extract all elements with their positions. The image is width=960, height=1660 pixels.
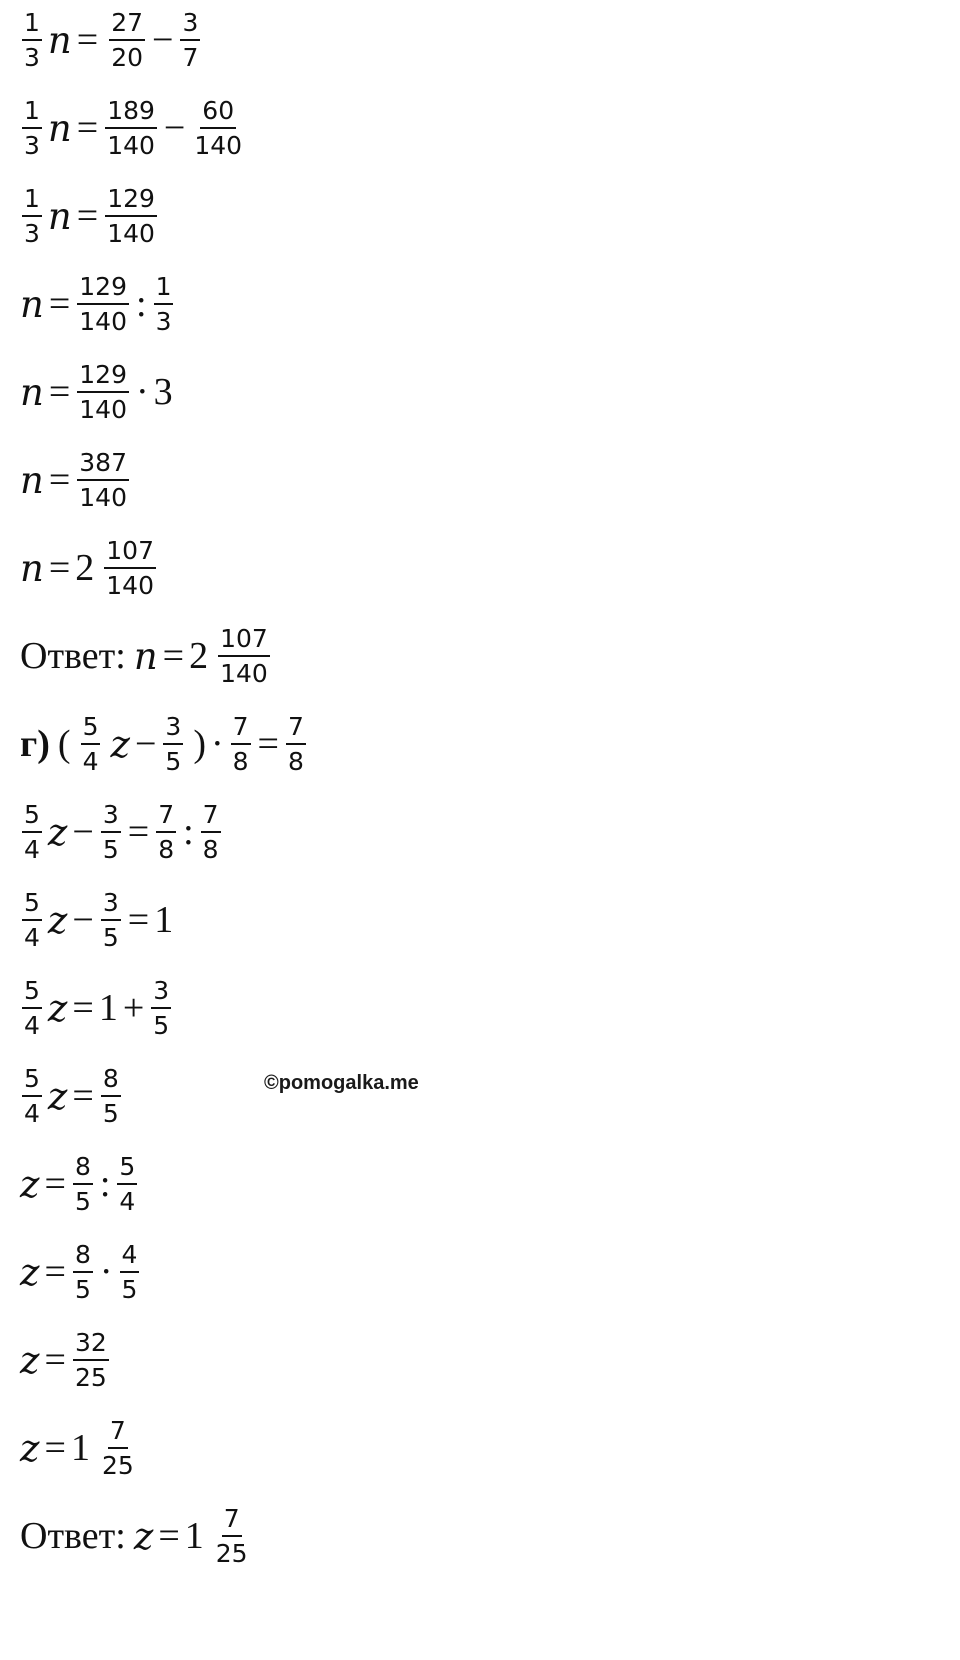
operator: = (76, 107, 99, 149)
operator: = (48, 547, 71, 589)
number: 2 (75, 547, 95, 589)
fraction: $\frac{5}{4}$ (24, 1064, 40, 1128)
fraction: $\frac{3}{5}$ (102, 800, 119, 864)
operator: − (72, 899, 94, 941)
fraction: $\frac{3}{5}$ (165, 712, 182, 776)
operator: · (136, 371, 149, 413)
fraction: $\frac{60}{140}$ (194, 96, 243, 160)
variable: z (110, 722, 130, 766)
variable: z (20, 1162, 40, 1206)
equation-line-5 (20, 352, 173, 432)
variable: z (47, 1074, 68, 1118)
variable: n (20, 458, 44, 502)
variable: n (20, 370, 44, 414)
operator: − (134, 723, 157, 765)
fraction: $\frac{7}{25}$ (215, 1504, 248, 1568)
fraction: $\frac{7}{8}$ (232, 712, 249, 776)
operator: = (76, 195, 99, 237)
fraction: $\frac{3}{7}$ (182, 8, 199, 72)
variable: z (47, 898, 68, 942)
fraction: $\frac{129}{140}$ (107, 184, 155, 248)
operator: : (183, 811, 194, 853)
number: 1 (98, 987, 118, 1029)
operator: − (152, 19, 174, 61)
fraction: $\frac{7}{8}$ (202, 800, 219, 864)
operator: = (44, 1427, 66, 1469)
fraction: $\frac{27}{20}$ (111, 8, 143, 72)
operator: · (99, 1251, 113, 1293)
operator: = (127, 811, 150, 853)
fraction: $\frac{107}{140}$ (220, 624, 268, 688)
equation-line-16 (20, 1320, 111, 1400)
operator: − (72, 811, 94, 853)
fraction: $\frac{3}{5}$ (153, 976, 170, 1040)
operator: · (210, 723, 224, 765)
operator: = (44, 1251, 66, 1293)
operator: = (162, 635, 185, 677)
operator: = (127, 899, 150, 941)
fraction: $\frac{32}{25}$ (74, 1328, 107, 1392)
number: 1 (154, 899, 174, 941)
fraction: $\frac{189}{140}$ (107, 96, 155, 160)
operator: = (72, 1075, 94, 1117)
operator: = (44, 1339, 66, 1381)
variable: z (20, 1338, 40, 1382)
fraction: $\frac{1}{3}$ (155, 272, 172, 336)
fraction: $\frac{5}{4}$ (24, 976, 40, 1040)
fraction: $\frac{1}{3}$ (24, 8, 40, 72)
fraction: $\frac{107}{140}$ (106, 536, 154, 600)
fraction: $\frac{8}{5}$ (74, 1152, 91, 1216)
number: 3 (153, 371, 173, 413)
variable: z (133, 1514, 154, 1558)
equation-line-12 (20, 968, 173, 1048)
operator: = (158, 1515, 180, 1557)
fraction: $\frac{129}{140}$ (79, 272, 127, 336)
equation-line-1 (20, 0, 202, 80)
operator: = (44, 1163, 66, 1205)
operator: = (48, 459, 71, 501)
variable: n (20, 546, 44, 590)
answer-line-z (20, 1496, 252, 1576)
variable: z (47, 986, 68, 1030)
variable: n (20, 282, 44, 326)
fraction: $\frac{1}{3}$ (24, 184, 40, 248)
operator: = (48, 283, 71, 325)
variable: z (20, 1426, 40, 1470)
fraction: $\frac{387}{140}$ (79, 448, 127, 512)
equation-line-6 (20, 440, 131, 520)
equation-line-3 (20, 176, 159, 256)
part-label: г) (20, 723, 50, 765)
number: 1 (184, 1515, 204, 1557)
equation-line-15 (20, 1232, 141, 1312)
fraction: $\frac{4}{5}$ (121, 1240, 138, 1304)
operator: = (76, 19, 99, 61)
answer-label: Ответ: (20, 1515, 126, 1557)
fraction: $\frac{5}{4}$ (82, 712, 99, 776)
equation-line-14 (20, 1144, 139, 1224)
fraction: $\frac{3}{5}$ (102, 888, 119, 952)
fraction: $\frac{7}{8}$ (158, 800, 175, 864)
variable: n (47, 194, 72, 238)
fraction: $\frac{7}{8}$ (287, 712, 304, 776)
number: 2 (189, 635, 209, 677)
paren-open: ( (57, 723, 71, 765)
fraction: $\frac{5}{4}$ (24, 888, 40, 952)
fraction: $\frac{5}{4}$ (24, 800, 40, 864)
fraction: $\frac{8}{5}$ (102, 1064, 119, 1128)
variable: n (47, 106, 72, 150)
fraction: $\frac{129}{140}$ (79, 360, 127, 424)
number: 1 (70, 1427, 90, 1469)
fraction: $\frac{7}{25}$ (101, 1416, 134, 1480)
variable: n (133, 634, 158, 678)
answer-label: Ответ: (20, 635, 126, 677)
operator: + (122, 987, 145, 1029)
operator: : (99, 1163, 111, 1205)
fraction: $\frac{1}{3}$ (24, 96, 40, 160)
paren-close: ) (193, 723, 206, 765)
variable: n (47, 18, 72, 62)
equation-line-4 (20, 264, 175, 344)
equation-line-13 (20, 1056, 123, 1136)
equation-line-10 (20, 792, 223, 872)
variable: z (20, 1250, 40, 1294)
equation-line-11 (20, 880, 173, 960)
operator: : (136, 283, 147, 325)
fraction: $\frac{8}{5}$ (74, 1240, 91, 1304)
operator: − (163, 107, 186, 149)
equation-line-7 (20, 528, 158, 608)
operator: = (72, 987, 94, 1029)
watermark-text: ©pomogalka.me (264, 1072, 419, 1094)
equation-line-17 (20, 1408, 138, 1488)
answer-line-n (20, 616, 272, 696)
problem-line-g (20, 704, 308, 784)
operator: = (48, 371, 71, 413)
operator: = (257, 723, 279, 765)
fraction: $\frac{5}{4}$ (119, 1152, 136, 1216)
variable: z (47, 810, 68, 854)
equation-line-2 (20, 88, 246, 168)
